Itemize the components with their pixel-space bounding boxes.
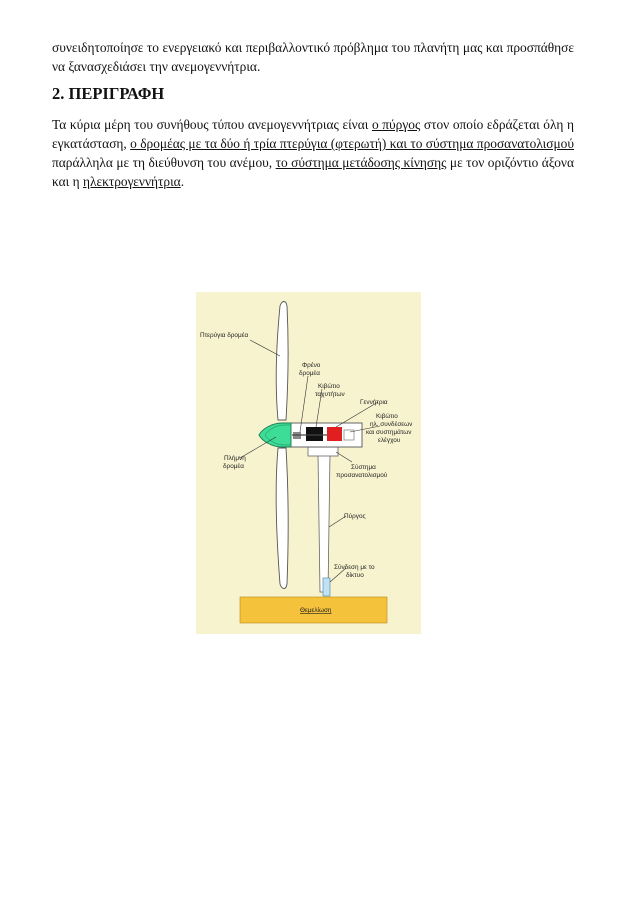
turbine-svg (196, 292, 421, 634)
label-gearbox-1: Κιβώτιο (318, 383, 340, 390)
label-controlbox-3: και συστημάτων (366, 429, 412, 436)
tower (318, 454, 330, 592)
gearbox (306, 427, 323, 441)
yaw-bearing (308, 447, 338, 456)
grid-connection-box (323, 578, 330, 596)
label-controlbox-4: ελέγχου (378, 437, 401, 444)
label-hub-2: δρομέα (223, 463, 244, 470)
term-rotor-yaw: ο δρομέας με τα δύο ή τρία πτερύγια (φτερωτή) και το σύστημα προσανατολισμού (130, 136, 574, 151)
desc-text-5: . (180, 174, 185, 189)
label-yaw-1: Σύστημα (351, 464, 376, 471)
label-brake-1: Φρένο (302, 362, 321, 369)
label-hub-1: Πλήμνη (224, 455, 246, 462)
desc-text-1: Τα κύρια μέρη του συνήθους τύπου ανεμογεννήτριας είναι (52, 117, 372, 132)
desc-text-4: με τον οριζόντιο άξονα και η (52, 155, 574, 189)
generator (327, 427, 342, 441)
desc-text-3: παράλληλα με τη διεύθυνση του ανέμου, (52, 155, 276, 170)
label-brake-2: δρομέα (299, 370, 320, 377)
label-grid-2: δίκτυο (346, 572, 364, 579)
wind-turbine-diagram (196, 292, 421, 634)
label-controlbox-1: Κιβώτιο (376, 413, 398, 420)
intro-paragraph: συνειδητοποίησε το ενεργειακό και περιβαλλοντικό πρόβλημα του πλανήτη μας και προσπάθησε να ξανασχεδιάσει την ανεμογεννήτρια. (52, 40, 574, 74)
section-heading: 2. ΠΕΡΙΓΡΑΦΗ (52, 84, 165, 103)
label-controlbox-2: ηλ. συνδέσεων (370, 421, 413, 428)
term-generator: ηλεκτρογεννήτρια (82, 174, 181, 189)
label-foundation: Θεμελίωση (300, 607, 332, 614)
desc-text-2: στον οποίο εδράζεται όλη η εγκατάσταση, (52, 117, 574, 151)
label-grid-1: Σύνδεση με το (334, 564, 375, 571)
label-generator: Γεννήτρια (360, 399, 388, 406)
label-tower: Πύργος (344, 513, 366, 520)
term-transmission: το σύστημα μετάδοσης κίνησης (275, 155, 447, 170)
label-gearbox-2: ταχυτήτων (315, 391, 345, 398)
label-yaw-2: προσανατολισμού (336, 472, 388, 479)
label-blades: Πτερύγια δρομέα (200, 332, 249, 339)
term-tower: ο πύργος (371, 117, 421, 132)
description-paragraph (52, 115, 574, 191)
